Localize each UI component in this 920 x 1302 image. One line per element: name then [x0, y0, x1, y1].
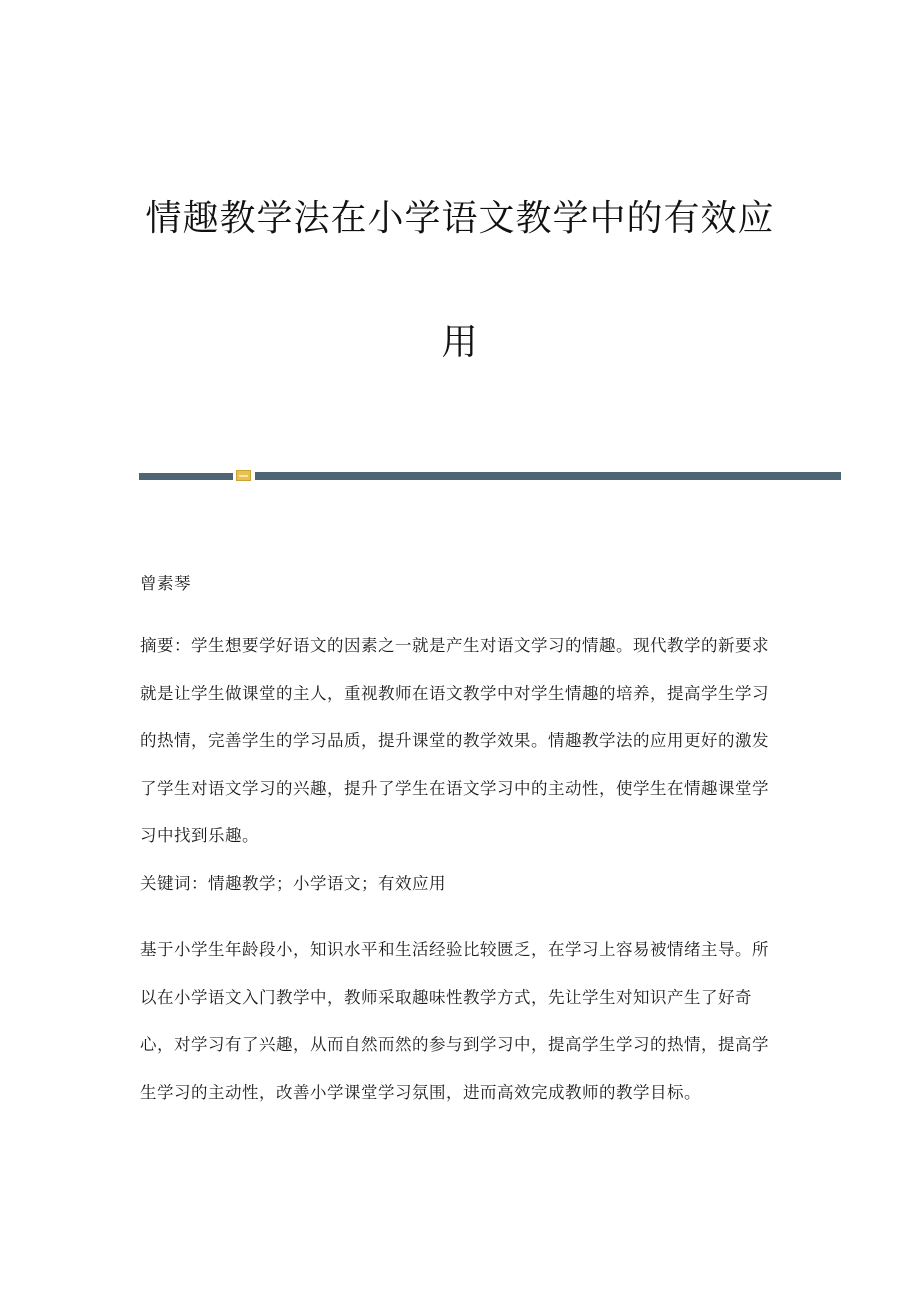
- document-title-line-1: 情趣教学法在小学语文教学中的有效应: [145, 198, 775, 239]
- author-name: 曾素琴: [140, 574, 191, 593]
- title-divider: [139, 470, 841, 481]
- keywords-line: 关键词：情趣教学；小学语文；有效应用: [140, 874, 446, 893]
- body-paragraph: 基于小学生年龄段小，知识水平和生活经验比较匮乏，在学习上容易被情绪主导。所以在小学语文入门教学中，教师采取趣味性教学方式，先让学生对知识产生了好奇心，对学习有了兴趣，从而自然而然的参与到学习中，提高学生学习的热情，提高学生学习的主动性，改善小学课堂学习氛围，进而高效完成教师的教学目标。: [140, 940, 769, 1102]
- divider-bar-right: [255, 472, 841, 480]
- divider-ornament-icon: [236, 470, 251, 481]
- abstract-paragraph: 摘要：学生想要学好语文的因素之一就是产生对语文学习的情趣。现代教学的新要求就是让学生做课堂的主人，重视教师在语文教学中对学生情趣的培养，提高学生学习的热情，完善学生的学习品质，提升课堂的教学效果。情趣教学法的应用更好的激发了学生对语文学习的兴趣，提升了学生在语文学习中的主动性，使学生在情趣课堂学习中找到乐趣。: [140, 636, 769, 845]
- divider-bar-left: [139, 473, 233, 480]
- document-title-line-2: 用: [441, 322, 479, 363]
